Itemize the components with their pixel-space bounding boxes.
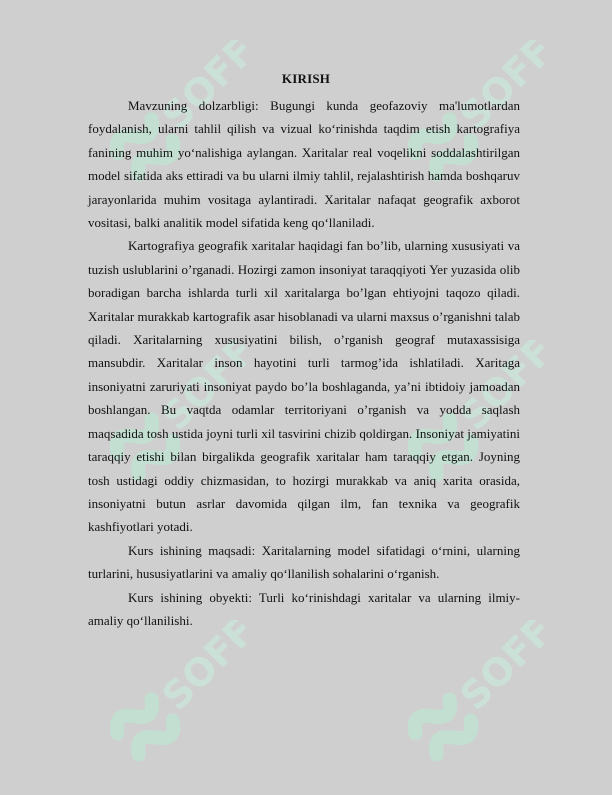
paragraph-object: Kurs ishining obyekti: Turli ko‘rinishdagi xaritalar va ularning ilmiy-amaliy qo‘llanilishi. bbox=[88, 589, 520, 628]
svg-text:SOFF: SOFF bbox=[451, 620, 550, 719]
paragraph-cartography: Kartografiya geografik xaritalar haqidagi fan bo’lib, ularning xususiyati va tuzish uslublarini o’rganadi. Hozirgi zamon insoniyat taraqqiyoti Yer yuzasida olib boradigan barcha ishlarda turli xil xaritalarga bo’lgan ehtiyojni taqozo qiladi. Xaritalar murakkab kartografik asar hisoblanadi va ularni maxsus o’rganishni talab qiladi. Xaritalarning xususiyatini bilish, o’rganish geograf mutaxassisiga mansubdir. Xaritalar inson hayotini turli tarmog’ida ishlatiladi. Xaritaga insoniyatni zaruriyati insoniyat paydo bo’la boshlaganda, ya’ni ibtidoiy jamoadan boshlangan. Bu vaqtda odamlar territoriyani o’rganish va yodda saqlash maqsadida tosh ustida joyni turli xil tasvirini chizib qoldirgan. Insoniyat jamiyatini taraqqiy etishi bilan birgalikda geografik xaritalar ham taraqqiy etgan. Joyning tosh ustidagi oddiy chizmasidan, to hozirgi murakkab va aniq xarita orasida, insoniyatni butun asrlar davomida qilgan ilm, fan texnika va geografik kashfiyotlari yotadi. bbox=[88, 238, 520, 535]
paragraph-goal: Kurs ishining maqsadi: Xaritalarning model sifatidagi o‘rnini, ularning turlarini, hususiyatlarini va amaliy qo‘llanilish sohalarini o‘rganish. bbox=[88, 542, 520, 582]
svg-text:SOFF: SOFF bbox=[451, 340, 550, 439]
svg-text:SOFF: SOFF bbox=[451, 40, 550, 139]
svg-text:SOFF: SOFF bbox=[153, 40, 252, 139]
page-title: KIRISH bbox=[281, 71, 331, 86]
svg-text:SOFF: SOFF bbox=[153, 340, 252, 439]
paragraph-relevance: Mavzuning dolzarbligi: Bugungi kunda geofazoviy ma'lumotlardan foydalanish, ularni tahlil qilish va vizual ko‘rinishda taqdim etish kartografiya fanining muhim yo‘nalishiga aylangan. Xaritalar real voqelikni soddalashtirilgan model sifatida aks ettiradi va bu ularni ilmiy tahlil, rejalashtirish hamda boshqaruv jarayonlarida muhim vositaga aylantiradi. Xaritalar nafaqat geografik axborot vositasi, balki analitik model sifatida keng qo‘llaniladi. bbox=[88, 98, 520, 231]
body-text bbox=[88, 94, 520, 632]
svg-text:SOFF: SOFF bbox=[153, 620, 252, 719]
